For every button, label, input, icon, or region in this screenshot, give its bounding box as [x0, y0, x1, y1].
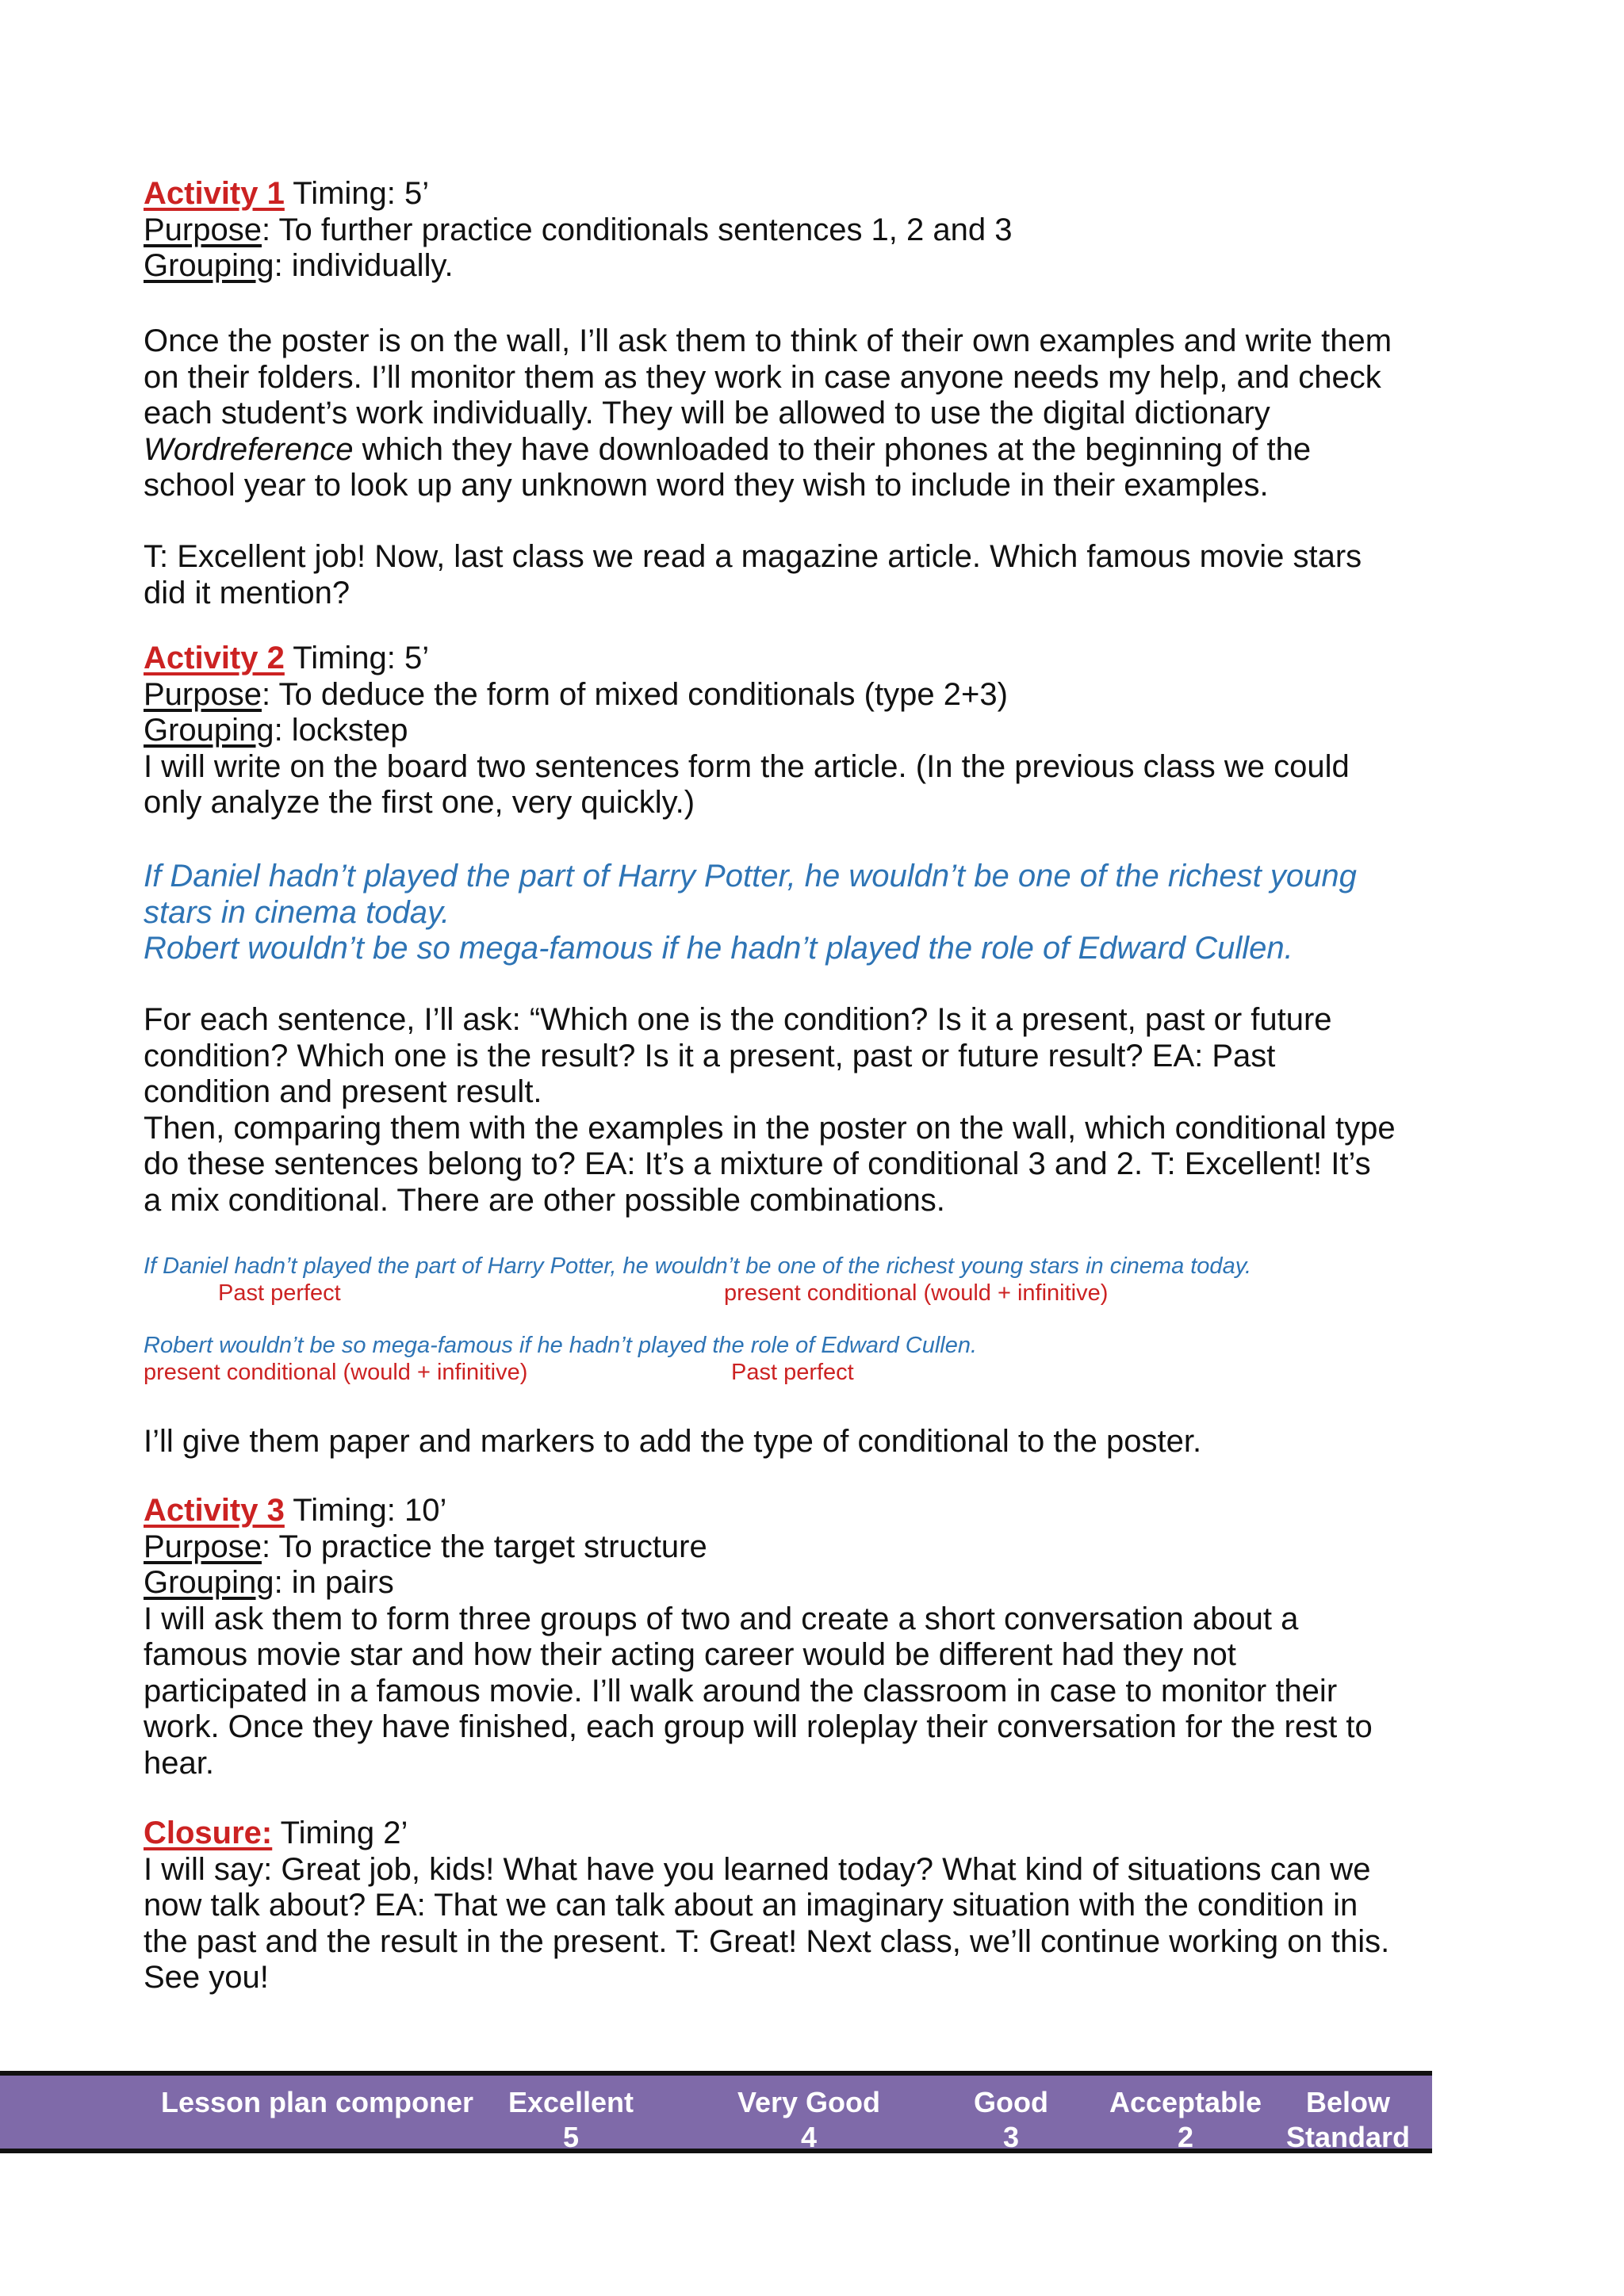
paragraph-text: which they have downloaded to their phones at the beginning of the [353, 431, 1312, 467]
annotation-present-conditional: present conditional (would + infinitive) [724, 1280, 1109, 1306]
activity-2-questions [144, 1002, 1444, 1219]
paragraph-line: T: Excellent job! Now, last class we read a magazine article. Which famous movie stars [144, 539, 1362, 574]
paragraph-line: famous movie star and how their acting career would be different had they not [144, 1637, 1236, 1672]
activity-3-timing: Timing: 10’ [284, 1493, 447, 1528]
activity-1-paragraph [144, 323, 1444, 504]
example-line: If Daniel hadn’t played the part of Harry Potter, he wouldn’t be one of the richest young [144, 859, 1357, 894]
paragraph-line: condition and present result. [144, 1074, 542, 1109]
teacher-prompt [144, 539, 1444, 611]
example-line: stars in cinema today. [144, 894, 450, 930]
paragraph-line: work. Once they have finished, each group will roleplay their conversation for the rest to [144, 1709, 1373, 1744]
activity-3-purpose-label: Purpose [144, 1529, 262, 1564]
activity-3-grouping-text: : in pairs [274, 1565, 394, 1600]
rubric-col-score: 5 [562, 2121, 580, 2153]
activity-2-grouping-text: : lockstep [274, 713, 408, 748]
rubric-col-label: Excellent [508, 2086, 634, 2118]
markers-instruction [144, 1424, 1444, 1460]
activity-2-heading: Activity 2 [144, 641, 285, 675]
activity-1-purpose-text: : To further practice conditionals sentences 1, 2 and 3 [261, 212, 1013, 247]
paragraph-line: a mix conditional. There are other possible combinations. [144, 1182, 945, 1218]
activity-1-grouping-label: Grouping [144, 248, 274, 283]
paragraph-line: only analyze the first one, very quickly.) [144, 785, 695, 820]
paragraph-line: each student’s work individually. They will be allowed to use the digital dictionary [144, 396, 1270, 430]
rubric-col-label: Lesson plan componer [160, 2086, 474, 2118]
activity-2-grouping-label: Grouping [144, 713, 274, 748]
wordreference-name: Wordreference [144, 431, 354, 467]
paragraph-line: school year to look up any unknown word they wish to include in their examples. [144, 468, 1269, 503]
rubric-col-score: Standard [1285, 2121, 1411, 2153]
rubric-col-label: Acceptable [1109, 2086, 1262, 2118]
example-sentences [144, 859, 1444, 967]
rubric-col-good [940, 2085, 1082, 2155]
paragraph-line: Once the poster is on the wall, I’ll ask them to think of their own examples and write them [144, 323, 1392, 358]
activity-3-grouping-label: Grouping [144, 1565, 274, 1600]
paragraph-line: condition? Which one is the result? Is it a present, past or future result? EA: Past [144, 1038, 1276, 1073]
rubric-col-label: Below [1305, 2086, 1390, 2118]
rubric-col-score: 4 [800, 2121, 818, 2153]
paragraph-line: now talk about? EA: That we can talk about an imaginary situation with the condition in [144, 1888, 1358, 1923]
activity-1-purpose-label: Purpose [144, 212, 262, 247]
activity-2-section [144, 641, 1444, 821]
rubric-col-very-good [714, 2085, 904, 2155]
paragraph-line: did it mention? [144, 575, 350, 610]
paragraph-line: Then, comparing them with the examples in the poster on the wall, which conditional type [144, 1110, 1396, 1146]
rubric-header [0, 2071, 1432, 2153]
activity-2-purpose-label: Purpose [144, 676, 262, 712]
example-line: Robert wouldn’t be so mega-famous if he hadn’t played the role of Edward Cullen. [144, 931, 1293, 966]
rubric-col-score: 2 [1177, 2121, 1194, 2153]
rubric-col-score: 3 [1002, 2121, 1020, 2153]
paragraph-line: do these sentences belong to? EA: It’s a mixture of conditional 3 and 2. T: Excellent! It’s [144, 1146, 1371, 1181]
annotation-past-perfect: Past perfect [731, 1360, 854, 1385]
activity-2-timing: Timing: 5’ [284, 641, 430, 675]
closure-timing: Timing 2’ [272, 1816, 408, 1850]
rubric-col-acceptable [1094, 2085, 1277, 2155]
activity-1-heading: Activity 1 [144, 176, 285, 211]
annotated-example-2: Robert wouldn’t be so mega-famous if he hadn’t played the role of Edward Cullen. [144, 1333, 978, 1358]
closure-section [144, 1816, 1444, 1996]
paragraph-line: hear. [144, 1745, 214, 1781]
annotation-past-perfect: Past perfect [218, 1280, 341, 1306]
annotation-present-conditional: present conditional (would + infinitive) [144, 1360, 528, 1385]
paragraph-line: on their folders. I’ll monitor them as they work in case anyone needs my help, and check [144, 359, 1381, 395]
activity-1-section [144, 176, 1444, 285]
paragraph-line: participated in a famous movie. I’ll walk around the classroom in case to monitor their [144, 1673, 1338, 1709]
activity-3-purpose-text: : To practice the target structure [261, 1529, 707, 1564]
rubric-col-label: Very Good [737, 2086, 881, 2118]
rubric-col-excellent [492, 2085, 650, 2155]
activity-1-timing: Timing: 5’ [284, 176, 430, 211]
rubric-col-below-standard [1273, 2085, 1423, 2155]
paragraph-line: See you! [144, 1960, 269, 1995]
paragraph-line: the past and the result in the present. T: Great! Next class, we’ll continue working on this. [144, 1923, 1390, 1959]
rubric-col-component [159, 2085, 476, 2120]
paragraph-line: I will ask them to form three groups of two and create a short conversation about a [144, 1601, 1299, 1636]
activity-1-grouping-text: : individually. [274, 248, 454, 283]
paragraph-line: I will say: Great job, kids! What have you learned today? What kind of situations can we [144, 1851, 1371, 1887]
closure-heading: Closure: [144, 1816, 273, 1850]
activity-3-section [144, 1493, 1444, 1781]
paragraph-line: I will write on the board two sentences form the article. (In the previous class we could [144, 748, 1350, 784]
activity-2-purpose-text: : To deduce the form of mixed conditionals (type 2+3) [261, 676, 1008, 712]
activity-3-heading: Activity 3 [144, 1493, 285, 1528]
paragraph-line: I’ll give them paper and markers to add the type of conditional to the poster. [144, 1424, 1202, 1459]
rubric-col-label: Good [974, 2086, 1048, 2118]
annotated-example-1: If Daniel hadn’t played the part of Harry Potter, he wouldn’t be one of the richest young stars in cinema today. [144, 1253, 1252, 1279]
paragraph-line: For each sentence, I’ll ask: “Which one is the condition? Is it a present, past or future [144, 1002, 1332, 1037]
